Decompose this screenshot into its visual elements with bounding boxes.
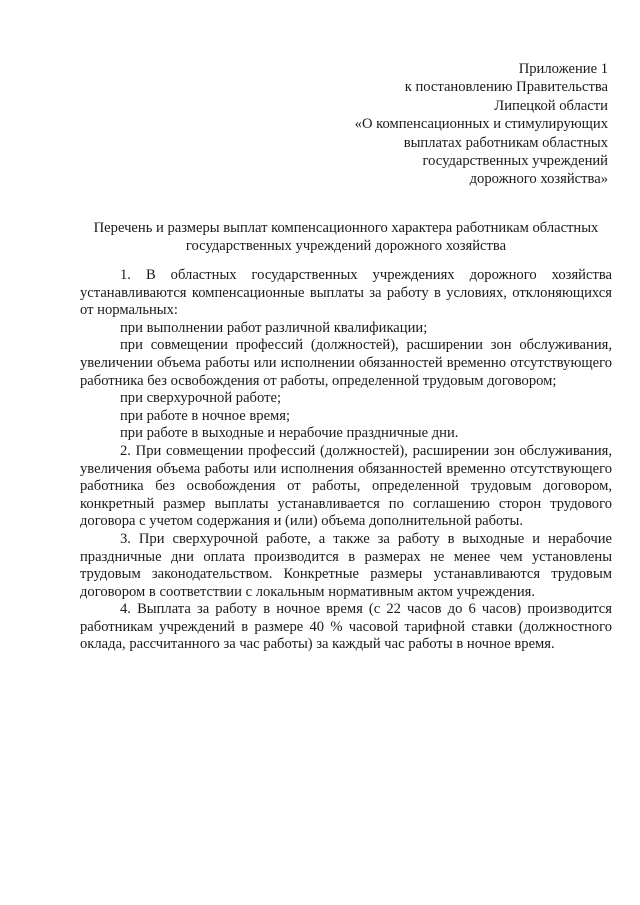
appendix-line: Липецкой области xyxy=(494,97,608,114)
paragraph-4: 4. Выплата за работу в ночное время (с 22 часов до 6 часов) производится работникам учреждений в размере 40 % часовой тарифной ставки (должностного оклада, рассчитанного за час работы) за каждый час работы в ночное время. xyxy=(80,601,612,653)
appendix-line: к постановлению Правительства xyxy=(404,79,608,96)
list-item: при работе в выходные и нерабочие праздничные дни. xyxy=(120,425,459,442)
document-title: Перечень и размеры выплат компенсационного характера работникам областных государственных учреждений дорожного хозяйства xyxy=(93,220,599,254)
appendix-line: дорожного хозяйства» xyxy=(469,171,608,188)
appendix-line: «О компенсационных и стимулирующих xyxy=(354,116,608,133)
document-body xyxy=(80,267,612,654)
appendix-line: выплатах работникам областных xyxy=(403,134,608,151)
appendix-line: Приложение 1 xyxy=(518,61,608,77)
paragraph-3: 3. При сверхурочной работе, а также за работу в выходные и нерабочие праздничные дни оплата производится в размерах не менее чем установлены трудовым законодательством. Конкретные размеры устанавливаются трудовым договором в соответствии с локальным нормативным актом учреждения. xyxy=(80,530,612,600)
list-item: при работе в ночное время; xyxy=(120,407,291,424)
appendix-header xyxy=(355,60,608,189)
appendix-line: государственных учреждений xyxy=(422,153,608,170)
list-item: при выполнении работ различной квалификации; xyxy=(120,319,428,336)
paragraph-2: 2. При совмещении профессий (должностей), расширении зон обслуживания, увеличения объема работы или исполнения обязанностей временно отсутствующего работника без освобождения от работы, определенной трудовым договором, конкретный размер выплаты устанавливается по соглашению сторон трудового договора с учетом содержания и (или) объема дополнительной работы. xyxy=(80,442,612,530)
list-item: при совмещении профессий (должностей), расширении зон обслуживания, увеличении объема работы или исполнении обязанностей временно отсутствующего работника без освобождения от работы, определенной трудовым договором; xyxy=(80,337,612,389)
list-item: при сверхурочной работе; xyxy=(120,390,281,407)
paragraph-1: 1. В областных государственных учреждениях дорожного хозяйства устанавливаются компенсационные выплаты за работу в условиях, отклоняющихся от нормальных: xyxy=(80,267,612,319)
